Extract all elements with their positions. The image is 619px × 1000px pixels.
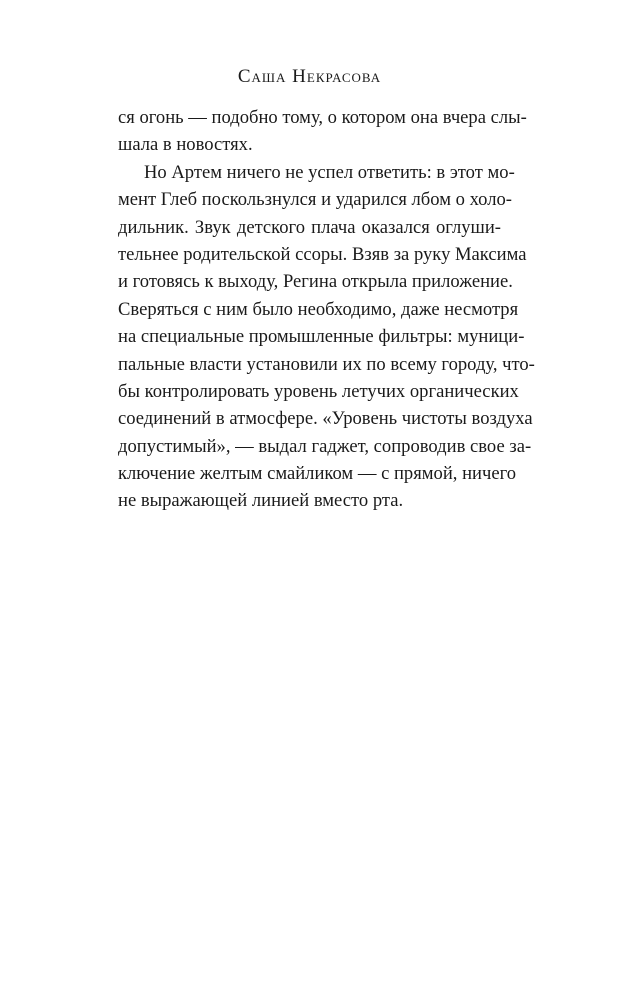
text-line: бы контролировать уровень летучих органических bbox=[118, 380, 519, 402]
text-line: ся огонь — подобно тому, о котором она вчера слы- bbox=[118, 107, 527, 128]
text-line: шала в новостях. bbox=[118, 134, 253, 156]
text-line: и готовясь к выходу, Регина открыла приложение. bbox=[118, 271, 513, 293]
text-line: ключение желтым смайликом — с прямой, ничего bbox=[118, 463, 517, 485]
text-line: на специальные промышленные фильтры: муници- bbox=[118, 326, 525, 348]
text-line: соединений в атмосфере. «Уровень чистоты воздуха bbox=[118, 408, 533, 430]
text-line: пальные власти установили их по всему городу, что- bbox=[118, 353, 535, 375]
text-line: Сверяться с ним было необходимо, даже несмотря bbox=[118, 298, 519, 320]
text-line: не выражающей линией вместо рта. bbox=[118, 490, 404, 512]
running-header-author: Саша Некрасова bbox=[237, 66, 382, 87]
text-line: дильник. Звук детского плача оказался оглуши- bbox=[118, 216, 501, 238]
body-text bbox=[118, 104, 535, 515]
text-line: допустимый», — выдал гаджет, сопроводив свое за- bbox=[118, 435, 532, 457]
text-line: мент Глеб поскользнулся и ударился лбом о холо- bbox=[118, 189, 512, 211]
text-line: тельнее родительской ссоры. Взяв за руку Максима bbox=[118, 243, 527, 265]
paragraph-first-line: Но Артем ничего не успел ответить: в этот мо- bbox=[144, 161, 515, 183]
